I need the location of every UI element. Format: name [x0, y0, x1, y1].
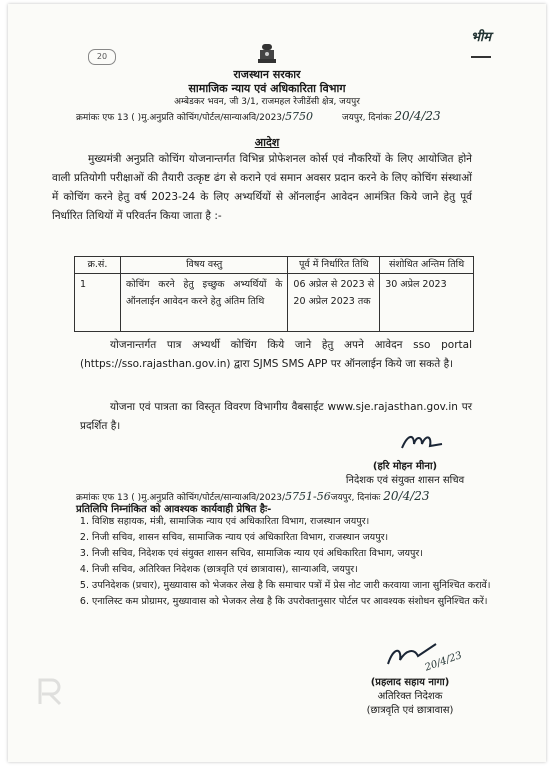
govt-title: राजस्थान सरकार	[233, 68, 301, 81]
department-address: अम्बेडकर भवन, जी 3/1, राजमहल रेजीडेंसी क्षेत्र, जयपुर	[174, 97, 360, 107]
date-change-table	[74, 256, 474, 332]
place-date-label: जयपुर, दिनांकः	[341, 113, 392, 123]
list-item: 4. निजी सचिव, अतिरिक्त निदेशक (छात्रवृति एवं छात्रावास), सान्याअवि, जयपुर।	[92, 563, 500, 577]
list-item: 2. निजी सचिव, शासन सचिव, सामाजिक न्याय एवं अधिकारिता विभाग, राजस्थान जयपुर।	[92, 531, 500, 545]
watermark-logo	[34, 676, 64, 706]
department-logo: भीम	[466, 30, 496, 58]
table-header-cell: विषय वस्तु	[120, 257, 287, 274]
order-title: आदेश	[254, 136, 280, 149]
national-emblem-icon	[256, 42, 278, 66]
g20-logo: 20	[88, 49, 116, 65]
list-item: 6. एनालिस्ट कम प्रोग्रामर, मुख्यावास को भेजकर लेख है कि उपरोक्तानुसार पोर्टल पर आवश्यक संशोधन सुनिश्चित करें।	[92, 595, 500, 609]
signatory-name: (हरि मोहन मीना)	[372, 461, 438, 472]
website-paragraph: योजना एवं पात्रता का विस्तृत विवरण विभागीय वैबसाईट www.sje.rajasthan.gov.in पर प्रदर्शित है।	[80, 401, 472, 432]
handwritten-date: 20/4/23	[394, 109, 441, 123]
reference-label: क्रमांकः एफ 13 ( )मु.अनुप्रति कोचिंग/पोर्टल/सान्याअवि/2023/	[76, 113, 286, 123]
signatory-name: (प्रहलाद सहाय नागा)	[370, 677, 450, 688]
reference-line-1	[76, 110, 506, 124]
signatory-designation: निदेशक एवं संयुक्त शासन सचिव	[345, 475, 465, 486]
table-header-cell: संशोधित अन्तिम तिथि	[380, 257, 474, 274]
reference-label: क्रमांकः एफ 13 ( )मु.अनुप्रति कोचिंग/पोर्टल/सान्याअवि/2023/	[76, 493, 286, 503]
list-item: 3. निजी सचिव, निदेशक एवं संयुक्त शासन सचिव, सामाजिक न्याय एवं अधिकारिता विभाग, जयपुर।	[92, 547, 500, 561]
intro-paragraph: मुख्यमंत्री अनुप्रति कोचिंग योजनान्तर्गत विभिन्न प्रोफेशनल कोर्स एवं नौकरियों के लिए आयोजित होने वाली प्रतियोगी परीक्षाओं की तैयारी उत्कृष्ट ढंग से कराने एवं समान अवसर प्रदान करने के लिए कोचिंग संस्थाओं में कोचिंग करने हेतु वर्ष 2023-24 के लिए अभ्यर्थियों से ऑनलाईन आवेदन आमंत्रित किये जाने हेतु पूर्व निर्धारित तिथियों में परिवर्तन किया जाता है :-	[52, 153, 472, 222]
reference-line-2	[76, 490, 516, 504]
copy-list	[78, 515, 500, 611]
signatory-designation: अतिरिक्त निदेशक	[377, 691, 443, 702]
portal-paragraph: योजनान्तर्गत पात्र अभ्यर्थी कोचिंग किये जाने हेतु अपने आवेदन sso portal (https://sso.rajasthan.gov.in) द्वारा SJMS SMS APP पर ऑनलाईन किये जा सकते है।	[80, 339, 472, 370]
reference-number: 5750	[285, 110, 314, 123]
copy-heading: प्रतिलिपि निम्नांकित को आवश्यक कार्यवाही प्रेषित हैः-	[76, 504, 272, 515]
list-item: 5. उपनिदेशक (प्रचार), मुख्यावास को भेजकर लेख है कि समाचार पत्रों में प्रेस नोट जारी करवाया जाना सुनिश्चित करावें।	[92, 579, 500, 593]
table-cell-old-date: 06 अप्रेल से 2023 से 20 अप्रेल 2023 तक	[288, 274, 380, 332]
table-cell-sn: 1	[75, 274, 121, 332]
table-header-cell: पूर्व में निर्धारित तिथि	[288, 257, 380, 274]
handwritten-date: 20/4/23	[423, 650, 464, 674]
handwritten-date: 20/4/23	[383, 489, 430, 503]
signature-mark	[400, 430, 444, 456]
department-title: सामाजिक न्याय एवं अधिकारिता विभाग	[188, 82, 346, 95]
reference-number: 5751-56	[285, 490, 331, 503]
table-row	[75, 274, 474, 332]
table-header-cell: क्र.सं.	[75, 257, 121, 274]
table-cell-new-date: 30 अप्रेल 2023	[380, 274, 474, 332]
signatory-department: (छात्रवृति एवं छात्रावास)	[366, 705, 454, 716]
place-date-label: जयपुर, दिनांकः	[330, 493, 381, 503]
table-cell-subject: कोचिंग करने हेतु इच्छुक अभ्यर्थियों के ऑनलाईन आवेदन करने हेतु अंतिम तिथि	[120, 274, 287, 332]
table-header-row	[75, 257, 474, 274]
list-item: 1. विशिष्ठ सहायक, मंत्री, सामाजिक न्याय एवं अधिकारिता विभाग, राजस्थान जयपुर।	[92, 515, 500, 529]
